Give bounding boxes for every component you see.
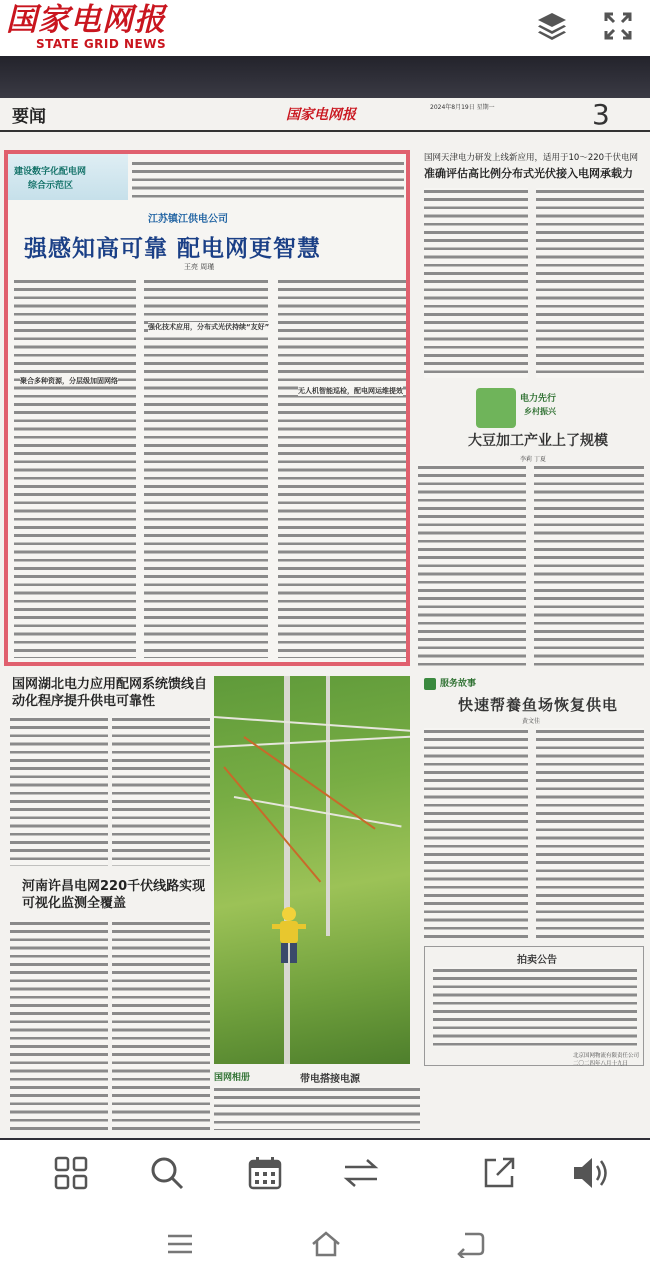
fishfarm-col-2 — [536, 728, 644, 938]
live-line-work-photo[interactable] — [214, 676, 410, 1064]
right-article-title[interactable] — [424, 152, 644, 180]
article-column-2 — [144, 278, 268, 658]
grid-icon[interactable] — [46, 1148, 96, 1198]
right-article-kicker: 国网天津电力研发上线新应用，适用于10～220千伏电网 — [424, 153, 639, 163]
article-column-3 — [278, 278, 406, 658]
utility-pole — [284, 676, 290, 1064]
switch-icon[interactable] — [336, 1148, 386, 1198]
right-article-col-1 — [424, 188, 528, 378]
calendar-icon[interactable] — [240, 1148, 290, 1198]
top-bar — [0, 0, 650, 56]
page-number: 3 — [592, 98, 610, 131]
article-column-1 — [14, 278, 136, 658]
lineworker — [272, 906, 306, 966]
auction-footer: 北京国网物流有限责任公司 二〇二四年八月十九日 — [573, 1053, 640, 1067]
share-icon[interactable] — [474, 1148, 524, 1198]
app-logo — [6, 2, 236, 52]
right-article-col-2 — [536, 188, 644, 378]
logo-title: 国家电网报 — [6, 2, 166, 38]
article-byline: 王亮 周瑾 — [184, 263, 215, 271]
soybean-col-1 — [418, 464, 526, 666]
selected-article[interactable] — [4, 150, 410, 666]
article-intro — [132, 160, 404, 200]
service-story-icon — [424, 678, 436, 690]
soybean-article-title[interactable]: 大豆加工产业上了规模 — [468, 433, 608, 449]
newspaper-page[interactable] — [0, 98, 650, 1138]
power-line — [234, 796, 402, 827]
fishfarm-article-title[interactable]: 快速帮養鱼场恢复供电 — [458, 696, 619, 714]
service-story-tag — [424, 676, 476, 690]
back-icon[interactable] — [446, 1220, 494, 1268]
banner-line2: 综合示范区 — [28, 181, 74, 191]
reader-toolbar — [0, 1140, 650, 1206]
auction-notice[interactable] — [424, 946, 644, 1066]
page-date: 2024年8月19日 星期一 — [430, 104, 495, 111]
xuchang-col-2 — [112, 920, 210, 1130]
utility-pole-2 — [326, 676, 330, 936]
logo-subtitle: STATE GRID NEWS — [36, 37, 167, 51]
badge-line1: 电力先行 — [520, 394, 557, 404]
fullscreen-icon[interactable] — [596, 4, 640, 48]
auction-body — [433, 967, 637, 1047]
photo-caption — [214, 1086, 420, 1130]
auction-title: 拍卖公告 — [517, 955, 557, 966]
insulating-rope — [223, 766, 321, 882]
hubei-col-2 — [112, 716, 210, 866]
photo-album-title[interactable]: 带电搭接电源 — [300, 1074, 360, 1085]
power-line — [214, 716, 410, 732]
service-story-label: 服务故事 — [440, 679, 477, 689]
system-navigation-bar — [0, 1206, 650, 1281]
speaker-icon[interactable] — [566, 1148, 616, 1198]
soybean-col-2 — [534, 464, 644, 666]
newspaper-viewer[interactable] — [0, 56, 650, 1140]
hubei-article-title[interactable]: 国网湖北电力应用配网系统馈线自动化程序提升供电可靠性 — [12, 677, 208, 709]
article-company: 江苏镇江供电公司 — [148, 214, 228, 225]
article-subhead-3: 无人机智能巡检，配电网运维提效 — [298, 387, 403, 395]
article-banner — [8, 154, 128, 200]
page-edge — [0, 56, 650, 98]
menu-icon[interactable] — [156, 1220, 204, 1268]
rural-badge-emblem — [476, 388, 516, 428]
layers-icon[interactable] — [530, 4, 574, 48]
article-headline: 强感知高可靠 配电网更智慧 — [24, 236, 322, 262]
fishfarm-article-byline: 黄文佳 — [522, 718, 541, 725]
fishfarm-col-1 — [424, 728, 528, 938]
article-subhead-2: 强化技术应用，分布式光伏持续“友好” — [148, 323, 270, 331]
home-icon[interactable] — [302, 1220, 350, 1268]
hubei-col-1 — [10, 716, 108, 866]
soybean-article-byline: 李莉 丁夏 — [520, 456, 546, 463]
xuchang-article-title[interactable]: 河南许昌电网220千伏线路实现可视化监测全覆盖 — [22, 879, 206, 911]
search-icon[interactable] — [142, 1148, 192, 1198]
banner-line1: 建设数字化配电网 — [14, 167, 87, 177]
article-subhead-1: 聚合多种资源，分层级加固网络 — [20, 377, 118, 385]
page-masthead — [0, 98, 650, 132]
rural-badge — [476, 388, 596, 428]
photo-album-tag: 国网相册 — [214, 1073, 251, 1083]
xuchang-col-1 — [10, 920, 108, 1130]
right-article-headline: 准确评估高比例分布式光伏接入电网承载力 — [424, 167, 633, 180]
masthead-logo: 国家电网报 — [286, 107, 356, 123]
badge-line2: 乡村振兴 — [524, 407, 556, 416]
section-name: 要闻 — [12, 107, 46, 127]
